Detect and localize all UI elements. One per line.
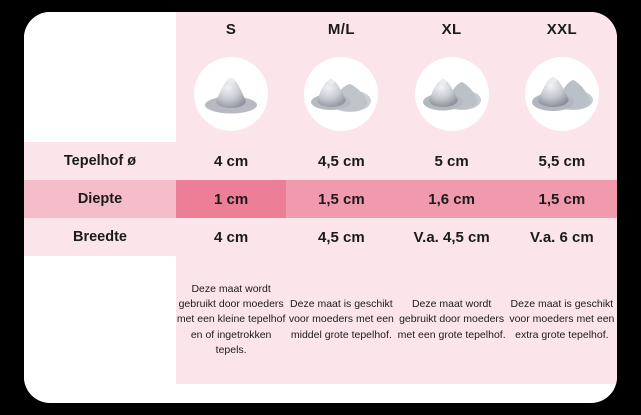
nipple-shield-single-icon [201, 72, 261, 116]
description-xl: Deze maat wordt gebruikt door moeders met een grote tepelhof. [397, 256, 507, 384]
nipple-shield-pair-icon [420, 71, 484, 117]
value-tepelhof-xxl: 5,5 cm [507, 142, 617, 180]
header-empty-cell [24, 12, 176, 46]
table-row [24, 218, 617, 256]
product-image-cell-xl [397, 46, 507, 142]
column-header-xl: XL [397, 12, 507, 46]
row-label-diepte: Diepte [24, 180, 176, 218]
product-image-cell-ml [286, 46, 396, 142]
value-diepte-xl: 1,6 cm [397, 180, 507, 218]
product-image-circle-xl [415, 57, 489, 131]
value-breedte-s: 4 cm [176, 218, 286, 256]
value-breedte-ml: 4,5 cm [286, 218, 396, 256]
description-row [24, 256, 617, 384]
value-diepte-xxl: 1,5 cm [507, 180, 617, 218]
nipple-shield-pair-icon [309, 71, 373, 117]
size-chart-table [24, 12, 617, 384]
product-image-row [24, 46, 617, 142]
product-image-cell-s [176, 46, 286, 142]
image-empty-cell [24, 46, 176, 142]
product-image-circle-ml [304, 57, 378, 131]
value-breedte-xxl: V.a. 6 cm [507, 218, 617, 256]
product-image-circle-s [194, 57, 268, 131]
description-empty-cell [24, 256, 176, 384]
table-header-row [24, 12, 617, 46]
value-tepelhof-ml: 4,5 cm [286, 142, 396, 180]
size-chart-card [24, 12, 617, 403]
table-row [24, 142, 617, 180]
row-label-tepelhof: Tepelhof ø [24, 142, 176, 180]
value-tepelhof-s: 4 cm [176, 142, 286, 180]
value-tepelhof-xl: 5 cm [397, 142, 507, 180]
product-image-circle-xxl [525, 57, 599, 131]
value-diepte-ml: 1,5 cm [286, 180, 396, 218]
column-header-ml: M/L [286, 12, 396, 46]
column-header-s: S [176, 12, 286, 46]
value-diepte-s: 1 cm [176, 180, 286, 218]
column-header-xxl: XXL [507, 12, 617, 46]
description-xxl: Deze maat is geschikt voor moeders met een extra grote tepelhof. [507, 256, 617, 384]
table-row [24, 180, 617, 218]
product-image-cell-xxl [507, 46, 617, 142]
description-ml: Deze maat is geschikt voor moeders met een middel grote tepelhof. [286, 256, 396, 384]
nipple-shield-pair-icon [529, 70, 595, 118]
description-s: Deze maat wordt gebruikt door moeders met een kleine tepelhof en of ingetrokken tepels. [176, 256, 286, 384]
row-label-breedte: Breedte [24, 218, 176, 256]
value-breedte-xl: V.a. 4,5 cm [397, 218, 507, 256]
